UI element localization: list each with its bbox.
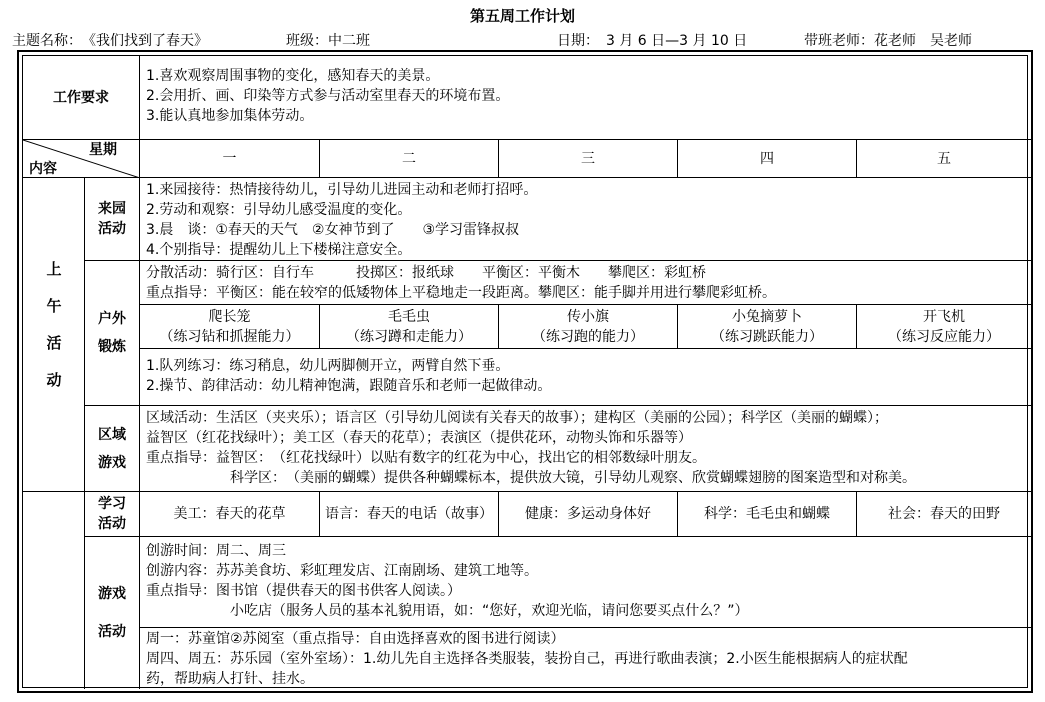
corner-content-label: 内容 [29,161,57,177]
outdoor-line: 2.操节、韵律活动：幼儿精神饱满，跟随音乐和老师一起做律动。 [146,378,552,394]
game-line: 创游内容：苏苏美食坊、彩虹理发店、江南剧场、建筑工地等。 [146,563,538,579]
game-name: 小兔摘萝卜 [732,308,802,325]
outdoor-label: 户外锻炼 [85,261,140,406]
requirement-line: 3.能认真地参加集体劳动。 [146,108,314,124]
weekday-header: 一 [140,140,320,178]
morning-activities-label-continued [23,492,85,689]
learning-label: 学习活动 [85,492,140,537]
game-line: 周一：苏童馆②苏阅室（重点指导：自由选择喜欢的图书进行阅读） [146,631,565,647]
outdoor-top-content [140,261,1032,305]
game-goal: （练习反应能力） [888,328,1000,345]
game-goal: （练习跑的能力） [532,328,644,345]
game-line: 周四、周五：苏乐园（室外室场）：1.幼儿先自主选择各类服装，装扮自己，再进行歌曲表演；2.小医生能根据病人的症状配 [146,651,908,667]
game-name: 爬长笼 [208,308,251,325]
area-line: 科学区： （美丽的蝴蝶）提供各种蝴蝶标本，提供放大镜，引导幼儿观察、欣赏蝴蝶翅膀的图案造型和对称美。 [146,470,916,486]
game-line: 重点指导：图书馆（提供春天的图书供客人阅读。） [146,583,461,599]
arrival-line: 4.个别指导：提醒幼儿上下楼梯注意安全。 [146,242,412,258]
requirement-line: 2.会用折、画、印染等方式参与活动室里春天的环境布置。 [146,88,510,104]
class-name: 班级：中二班 [286,33,370,49]
outdoor-game-cell [857,305,1032,349]
game-name: 传小旗 [567,308,609,325]
area-games-label: 区域游戏 [85,406,140,492]
area-games-content [140,406,1032,492]
area-line: 区域活动：生活区（夹夹乐）；语言区（引导幼儿阅读有关春天的故事）；建构区（美丽的公园）；科学区（美丽的蝴蝶）； [146,410,888,426]
outdoor-game-cell [140,305,320,349]
area-line: 益智区（红花找绿叶）；美工区（春天的花草）；表演区（提供花环，动物头饰和乐器等） [146,430,692,446]
game-top-content [140,537,1032,628]
weekday-header: 三 [499,140,678,178]
game-activities-label: 游戏活动 [85,537,140,689]
game-goal: （练习钻和抓握能力） [159,328,300,345]
outdoor-line: 1.队列练习：练习稍息，幼儿两脚侧开立，两臂自然下垂。 [146,358,510,374]
requirement-line: 1.喜欢观察周围事物的变化，感知春天的美景。 [146,68,440,84]
work-requirements-label: 工作要求 [23,56,140,140]
plan-table [17,50,1033,693]
arrival-line: 1.来园接待：热情接待幼儿，引导幼儿进园主动和老师打招呼。 [146,182,538,198]
work-requirements-content [140,56,1032,140]
outdoor-game-cell [499,305,678,349]
game-name: 毛毛虫 [388,308,430,325]
outdoor-bottom-content [140,349,1032,406]
arrival-line: 3.晨 谈：①春天的天气 ②女神节到了 ③学习雷锋叔叔 [146,222,520,238]
corner-weekday-label: 星期 [89,142,117,158]
page-title: 第五周工作计划 [469,7,575,25]
game-name: 开飞机 [923,308,965,325]
teachers: 带班老师：花老师 吴老师 [804,33,972,49]
morning-activities-label [23,178,85,492]
arrival-line: 2.劳动和观察：引导幼儿感受温度的变化。 [146,202,412,218]
game-line: 创游时间：周二、周三 [146,543,286,559]
weekday-header: 二 [320,140,499,178]
game-goal: （练习跳跃能力） [711,328,823,345]
morning-label-text: 上午活动 [44,260,63,409]
area-line: 重点指导：益智区： （红花找绿叶）以贴有数字的红花为中心，找出它的相邻数绿叶朋友。 [146,450,706,466]
game-line: 小吃店（服务人员的基本礼貌用语，如：“您好，欢迎光临，请问您要买点什么？”） [146,603,749,619]
learning-cell: 社会：春天的田野 [857,492,1032,537]
learning-cell: 美工：春天的花草 [140,492,320,537]
learning-cell: 语言：春天的电话（故事） [320,492,499,537]
game-line: 药，帮助病人打针、挂水。 [146,671,314,687]
learning-cell: 科学：毛毛虫和蝴蝶 [678,492,857,537]
corner-cell [23,140,140,178]
date-range: 日期： 3 月 6 日—3 月 10 日 [557,33,748,49]
game-bottom-content [140,628,1032,689]
outdoor-game-cell [320,305,499,349]
theme-name: 主题名称： 《我们找到了春天》 [12,33,208,49]
weekday-header: 五 [857,140,1032,178]
outdoor-line: 分散活动：骑行区：自行车 投掷区：报纸球 平衡区：平衡木 攀爬区：彩虹桥 [146,265,706,281]
outdoor-line: 重点指导：平衡区：能在较窄的低矮物体上平稳地走一段距离。攀爬区：能手脚并用进行攀爬彩虹桥。 [146,285,776,301]
weekday-header: 四 [678,140,857,178]
learning-cell: 健康：多运动身体好 [499,492,678,537]
game-goal: （练习蹲和走能力） [346,328,472,345]
outdoor-game-cell [678,305,857,349]
arrival-content [140,178,1032,261]
arrival-label: 来园活动 [85,178,140,261]
